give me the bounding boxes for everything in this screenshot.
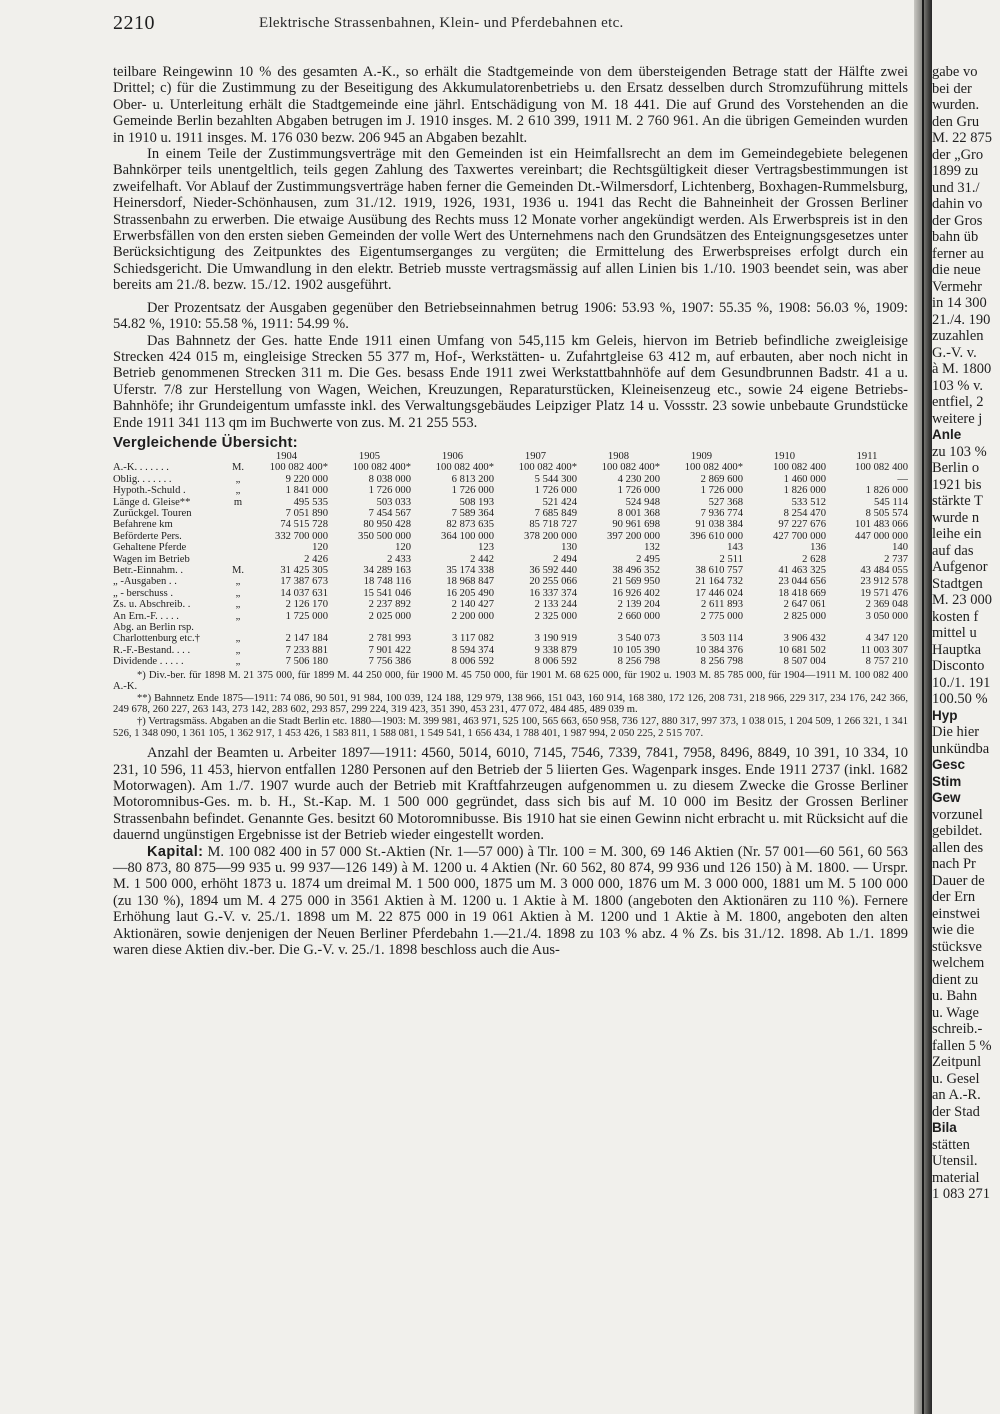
row-unit: m [233,496,243,508]
adjacent-page-line: Gew [932,790,961,805]
footnote-dividend: *) Div.-ber. für 1898 M. 21 375 000, für 1899 M. 44 250 000, für 1900 M. 45 750 000, für 1901 M. 68 625 000, für 1902 u. 1903 M. 85 785 000, für 1904—1911 M. 100 082 400 A.-K. [113,669,908,693]
table-cell: 8 507 004 [783,656,826,668]
table-row [113,531,908,542]
row-label: „ - berschuss . [113,587,174,599]
table-cell: 34 289 163 [363,565,411,576]
table-cell: 16 205 490 [446,587,494,599]
adjacent-page-line: stärkte T [932,493,983,509]
adjacent-page-line: der Ern [932,889,976,905]
row-label: R.-F.-Bestand. . . . [113,644,191,656]
adjacent-page-line: Gesc [932,757,966,772]
table-cell: 91 038 384 [695,519,743,531]
table-cell: 10 681 502 [778,644,826,656]
table-cell: 36 592 440 [529,565,577,576]
table-row [113,497,908,508]
row-unit: „ [235,633,241,645]
adjacent-page-line: 10./1. 191 [932,674,991,691]
table-cell: 2 147 184 [285,633,328,645]
table-cell: 2 781 993 [368,633,411,645]
row-label: Betr.-Einnahm. . [113,565,184,576]
table-row [113,508,908,519]
adjacent-page-line: Die hier [932,724,980,740]
table-cell: 11 003 307 [860,644,908,656]
table-row [113,576,908,587]
table-cell: 8 594 374 [451,644,494,656]
adjacent-page-line: M. 23 000 [932,592,993,608]
table-cell: 3 503 114 [701,633,743,645]
table-cell: 8 505 574 [865,507,908,519]
table-cell: 7 685 849 [534,507,577,519]
table-cell: 140 [892,542,908,554]
table-cell: 1 826 000 [865,485,908,497]
footnote-network: **) Bahnnetz Ende 1875—1911: 74 086, 90 501, 91 984, 100 039, 124 188, 129 979, 138 966, 151 043, 160 914, 168 380, 172 126, 208 731, 218 966, 229 317, 234 176, 242 366, 249 678, 260 227, 263 143, 273 142, 283 602, 293 857, 299 224, 319 423, 351 390, 453 231, 477 072, 484 485, 489 039 m. [113,692,908,716]
table-cell: 90 961 698 [612,519,660,531]
table-cell: 18 418 669 [778,587,826,599]
year-header: 1907 [524,450,547,462]
adjacent-page-line: Hauptka [932,641,982,658]
adjacent-page-line: u. Gesel [932,1070,980,1087]
adjacent-page-line: 1899 zu [932,163,979,179]
table-cell: 7 506 180 [285,656,328,668]
table-cell: 80 950 428 [363,519,411,531]
table-cell: 2 433 [387,553,411,565]
table-cell: 8 001 368 [617,507,660,519]
table-cell: 2 495 [636,553,660,565]
adjacent-page-line: schreib.- [932,1021,983,1037]
adjacent-page-line: Anle [932,427,962,442]
adjacent-page-line: 21./4. 190 [932,311,991,328]
row-label: Charlottenburg etc.† [113,633,200,645]
table-cell: 8 256 798 [617,656,660,668]
table-cell: 9 338 879 [534,644,577,656]
paragraph-staff: Anzahl der Beamten u. Arbeiter 1897—1911: 4560, 5014, 6010, 7145, 7546, 7339, 7841, 7958, 8496, 8849, 10 391, 10 334, 10 231, 10 596, 11 453, hiervon entfallen 1280 Personen auf den Betrieb der 5 liierten Ges. Wagenpark insges. Ende 1911 2737 (inkl. 1682 Motorwagen). Am 1./7. 1907 wurde auch der Betrieb mit Kraftfahrzeugen aufgenommen u. zu diesem Zwecke die Grosse Berliner Motoromnibus-Ges. m. b. H., St.-Kap. M. 1 500 000 gegründet, dass sich bis auf M. 10 000 im Besitz der Grossen Berliner Strassenbahn befindet. Genannte Ges. besitzt 60 Motoromnibusse. Bis 1910 hat sie einen Gewinn nicht erbracht u. mit Rücksicht auf die dauernd ungünstigen Ergebnisse ist der Betrieb wieder eingestellt worden. [113,745,908,844]
table-cell: 15 541 046 [363,587,411,599]
adjacent-page-line: in 14 300 [932,295,987,311]
adjacent-page-line: der „Gro [932,146,984,163]
adjacent-page-line: zuzahlen [932,328,984,344]
table-cell: 2 025 000 [368,610,411,622]
adjacent-page-line: Stadtgen [932,575,983,592]
table-cell: 8 256 798 [700,656,743,668]
adjacent-page-line: den Gru [932,113,980,130]
table-cell: 7 589 364 [451,507,494,519]
table-cell: 97 227 676 [778,519,826,531]
table-cell: 2 869 600 [700,473,743,485]
table-cell: 524 948 [625,496,660,508]
table-cell: 2 325 000 [534,610,577,622]
table-cell: 2 611 893 [701,599,743,611]
table-cell: 3 906 432 [783,633,826,645]
table-row [113,645,908,656]
table-cell: 8 038 000 [368,473,411,485]
paragraph-capital [113,844,908,959]
table-cell: 82 873 635 [446,519,494,531]
table-cell: 21 569 950 [612,576,660,588]
row-unit: „ [235,599,241,611]
adjacent-page-line: an A.-R. [932,1087,981,1103]
paragraph-network: Das Bahnnetz der Ges. hatte Ende 1911 einen Umfang von 545,115 km Geleis, hiervon im Betrieb befindliche zweigleisige Strecken 424 015 m, eingleisige Strecken 55 377 m, Hof-, Werkstätten- u. Zufahrtgleise 63 412 m, auf erbauten, aber noch nicht in Betrieb genommenen Strecken 311 m. Die Ges. besass Ende 1911 zwei Werkstattbahnhöfe auf dem Gesundbrunnen Badstr. 41 a u. Uferstr. 7/8 zur Herstellung von Wagen, Weichen, Kreuzungen, Reparaturstücken, Kleineisenzeug etc., sowie 24 eigene Betriebs-Bahnhöfe; ihr Grundeigentum umfasste inkl. des Verwaltungsgebäudes Leipziger Platz 14 u. Vossstr. 23 sowie unbebaute Grundstücke Ende 1911 341 113 qm im Buchwerte von zus. M. 21 255 553. [113,332,908,431]
row-unit [231,622,245,633]
adjacent-page-line: die neue [932,262,981,278]
adjacent-page-line: und 31./ [932,179,980,196]
table-cell [328,622,411,633]
row-label: Dividende . . . . . [113,656,184,668]
table-cell: 1 726 000 [534,485,577,497]
row-unit: „ [235,473,241,485]
table-cell: 16 926 402 [612,587,660,599]
adjacent-page-line: Disconto [932,658,985,674]
table-row [113,633,908,644]
table-cell: 4 230 200 [617,473,660,485]
adjacent-page-line: entfiel, 2 [932,394,984,410]
adjacent-page-line: gabe vo [932,64,978,80]
table-row [113,554,908,565]
table-cell: 7 936 774 [700,507,743,519]
adjacent-page-line: der Stad [932,1103,980,1120]
table-cell: 120 [312,542,328,554]
row-label: A.-K. . . . . . . [113,462,169,474]
table-cell: 397 200 000 [607,530,660,542]
comparison-table [113,451,908,668]
table-cell: 1 726 000 [451,485,494,497]
row-label: Beförderte Pers. [113,530,182,542]
table-cell: 100 082 400* [601,462,660,474]
row-unit: „ [235,656,241,668]
row-unit: M. [231,462,245,474]
table-row [113,462,908,473]
adjacent-page-line: kosten f [932,608,979,625]
table-row [113,474,908,485]
adjacent-page-line: 103 % v. [932,377,984,394]
table-header-row [113,451,908,462]
table-cell: 23 912 578 [860,576,908,588]
table-cell [826,622,908,633]
year-header: 1910 [773,450,796,462]
table-cell: — [897,473,908,485]
adjacent-page-line: vorzunel [932,806,983,823]
table-cell: 545 114 [873,496,908,508]
year-header: 1904 [275,450,298,462]
table-cell: 16 337 374 [529,587,577,599]
table-cell: 7 233 881 [285,644,328,656]
table-cell: 4 347 120 [865,633,908,645]
row-unit [231,531,245,542]
adjacent-page-line: dahin vo [932,196,983,212]
row-label: „ -Ausgaben . . [113,576,177,588]
table-cell: 85 718 727 [529,519,577,531]
table-cell: 503 033 [376,496,411,508]
row-unit: „ [235,610,241,622]
table-row [113,656,908,667]
table-row [113,588,908,599]
adjacent-page-line: 1 083 271 [932,1186,990,1202]
row-unit: „ [235,644,241,656]
table-cell: 495 535 [293,496,328,508]
table-cell: 3 117 082 [452,633,494,645]
row-label: Zurückgel. Touren [113,507,192,519]
row-unit: „ [235,485,241,497]
table-cell: 1 726 000 [368,485,411,497]
row-unit: M. [231,565,245,576]
table-cell: 6 813 200 [451,473,494,485]
table-cell: 2 660 000 [617,610,660,622]
year-header: 1908 [607,450,630,462]
table-cell: 17 387 673 [280,576,328,588]
paragraph-revenue-share: teilbare Reingewinn 10 % des gesamten A.-K., so erhält die Stadtgemeinde von dem übersteigenden Betrage statt der Hälfte zwei Drittel; c) für die Zustimmung zu der Beseitigung des Akkumulatorenbetriebs u. den Ersatz desselben durch Stromzuführung mittels Ober- u. Unterleitung erhält die Stadtgemeinde eine jährl. Entschädigung von M. 18 441. Die auf Grund des Vorstehenden an die Gemeinde Berlin bezahlten Abgaben betrugen im J. 1910 insges. M. 2 610 399, 1911 M. 2 760 961. An die übrigen Gemeinden wurden in 1910 u. 1911 insges. M. 176 030 bezw. 206 945 an Abgaben bezahlt. [113,64,908,146]
table-cell: 23 044 656 [778,576,826,588]
adjacent-page-line: bahn üb [932,229,979,245]
table-cell: 43 484 055 [860,565,908,576]
table-cell: 2 133 244 [534,599,577,611]
row-label: Länge d. Gleise** [113,496,191,508]
adjacent-page-column [932,64,1000,1203]
table-row [113,611,908,622]
table-cell: 8 254 470 [783,507,826,519]
row-unit [231,542,245,553]
adjacent-page-line: unkündba [932,740,990,757]
binding-line [922,0,924,1414]
year-header: 1911 [856,450,878,462]
table-row [113,485,908,496]
row-label: Gehaltene Pferde [113,542,187,554]
table-cell: 7 454 567 [368,507,411,519]
paragraph-expense-ratio: Der Prozentsatz der Ausgaben gegenüber den Betriebseinnahmen betrug 1906: 53.93 %, 1907: 55.35 %, 1908: 56.03 %, 1909: 54.82 %, 1910: 55.58 %, 1911: 54.99 %. [113,299,908,333]
adjacent-page-line: der Gros [932,212,983,229]
adjacent-page-line: Zeitpunl [932,1054,982,1070]
table-cell: 130 [561,542,577,554]
adjacent-page-line: Utensil. [932,1153,978,1169]
adjacent-page-line: gebildet. [932,823,983,839]
table-cell: 41 463 325 [778,565,826,576]
table-cell: 8 757 210 [865,656,908,668]
adjacent-page-line: 100.50 % [932,691,988,707]
table-cell: 2 237 892 [368,599,411,611]
adjacent-page-line: Bila [932,1120,957,1135]
table-cell: 1 725 000 [285,610,328,622]
adjacent-page-line: Stim [932,773,962,789]
adjacent-page-line: dient zu [932,971,979,988]
adjacent-page-line: mittel u [932,625,977,641]
table-row [113,542,908,553]
table-cell: 2 200 000 [451,610,494,622]
table-cell: 35 174 338 [446,565,494,576]
table-cell: 2 494 [553,553,577,565]
table-cell: 100 082 400 [855,462,908,474]
table-cell: 5 544 300 [534,473,577,485]
table-cell: 364 100 000 [441,530,494,542]
table-cell: 378 200 000 [524,530,577,542]
table-cell: 9 220 000 [285,473,328,485]
table-cell: 7 756 386 [368,656,411,668]
table-row [113,599,908,610]
table-cell: 120 [395,542,411,554]
adjacent-page-line: à M. 1800 [932,361,992,377]
table-cell: 100 082 400 [773,462,826,474]
adjacent-page-line: M. 22 875 [932,130,993,146]
table-cell: 8 006 592 [534,656,577,668]
adjacent-page-line: weitere j [932,410,983,427]
row-unit [231,554,245,565]
table-cell: 3 050 000 [865,610,908,622]
table-cell: 19 571 476 [860,587,908,599]
page-number: 2210 [113,12,155,34]
table-cell: 2 426 [304,553,328,565]
table-row [113,622,908,633]
year-header: 1909 [690,450,713,462]
row-label: Hypoth.-Schuld . [113,485,186,497]
table-cell: 447 000 000 [855,530,908,542]
row-label: Befahrene km [113,519,173,531]
table-cell: 100 082 400* [684,462,743,474]
adjacent-page-line: G.-V. v. [932,344,977,361]
row-unit [231,519,245,530]
table-cell: 20 255 066 [529,576,577,588]
year-header: 1906 [441,450,464,462]
adjacent-page-line: nach Pr [932,856,976,872]
table-cell: 2 737 [884,553,908,565]
table-row [113,519,908,530]
footnotes [113,670,908,740]
table-cell: 18 748 116 [363,576,411,588]
table-cell: 396 610 000 [690,530,743,542]
adjacent-page-line: wurde n [932,509,980,526]
adjacent-page-line: stätten [932,1136,970,1153]
table-cell: 2 825 000 [783,610,826,622]
adjacent-page-line: welchem [932,955,985,971]
table-cell: 143 [727,542,743,554]
table-cell: 332 700 000 [275,530,328,542]
row-label: Abg. an Berlin rsp. [113,622,194,634]
adjacent-page-line: ferner au [932,245,984,262]
table-cell: 101 483 066 [855,519,908,531]
row-unit: „ [235,576,241,588]
table-cell: 3 540 073 [617,633,660,645]
table-cell: 1 726 000 [700,485,743,497]
row-label: Zs. u. Abschreib. . [113,599,191,611]
adjacent-page-line: zu 103 % [932,443,987,460]
table-cell: 132 [644,542,660,554]
row-unit [231,508,245,519]
table-cell [577,622,660,633]
table-cell: 100 082 400* [352,462,411,474]
table-cell: 100 082 400* [518,462,577,474]
table-cell [245,622,328,633]
table-cell: 14 037 631 [280,587,328,599]
table-cell [411,622,494,633]
table-cell: 350 500 000 [358,530,411,542]
table-cell: 8 006 592 [451,656,494,668]
table-cell: 2 140 427 [451,599,494,611]
adjacent-page-line: einstwei [932,905,981,922]
table-cell: 74 515 728 [280,519,328,531]
page-header [113,12,913,42]
table-cell [743,622,826,633]
table-cell: 2 628 [802,553,826,565]
adjacent-page-line: fallen 5 % [932,1037,992,1054]
adjacent-page-line: Dauer de [932,872,985,889]
adjacent-page-line: leihe ein [932,526,982,542]
table-title: Vergleichende Übersicht: [113,433,298,451]
running-title: Elektrische Strassenbahnen, Klein- und Pferdebahnen etc. [259,15,624,31]
year-header: 1905 [358,450,381,462]
table-cell: 136 [810,542,826,554]
table-cell: 527 368 [708,496,743,508]
table-cell [660,622,743,633]
table-cell: 18 968 847 [446,576,494,588]
table-cell: 123 [478,542,494,554]
table-cell: 1 826 000 [783,485,826,497]
table-cell: 521 424 [542,496,577,508]
table-cell: 17 446 024 [695,587,743,599]
table-cell: 7 051 890 [285,507,328,519]
table-cell [494,622,577,633]
table-cell: 2 775 000 [700,610,743,622]
table-cell: 2 139 204 [617,599,660,611]
row-unit: „ [235,587,241,599]
table-cell: 427 700 000 [773,530,826,542]
row-label: An Ern.-F. . . . . [113,610,179,622]
capital-text: M. 100 082 400 in 57 000 St.-Aktien (Nr. 1—57 000) à Tlr. 100 = M. 300, 69 146 Aktien (Nr. 57 001—60 561, 60 563—80 873, 80 875—99 935 u. 99 937—126 149) à M. 1200 u. 4 Aktien (Nr. 60 562, 80 874, 99 936 und 126 150) à M. 1800. — Urspr. M. 1 500 000, erhöht 1873 u. 1874 um dreimal M. 1 500 000, 1875 um M. 3 000 000, 1876 um M. 3 000 000, 1881 um M. 5 100 000 (zu 130 %), 1894 um M. 4 275 000 in 3561 Aktien à M. 1200 u. 1 Aktie à M. 1800 (angeboten den Aktionären zu 110 %). Fernere Erhöhung laut G.-V. v. 25./1. 1898 um M. 22 875 000 in 19 061 Aktien à M. 1200 und 1 Aktie à M. 1800, angeboten den alten Aktionären, sowie denjenigen der Neuen Berliner Pferdebahn 1.—21./4. 1898 zu 103 % abz. 4 % Zs. bis 31./12. 1898. Ab 1./1. 1899 waren diese Aktien div.-ber. Die G.-V. v. 25./1. 1898 beschloss auch die Aus- [113,843,908,959]
adjacent-page-line: stücksve [932,938,982,955]
footnote-fees: †) Vertragsmäss. Abgaben an die Stadt Berlin etc. 1880—1903: M. 399 981, 463 971, 525 100, 565 663, 650 958, 736 127, 880 317, 997 373, 1 038 015, 1 204 509, 1 266 321, 1 341 526, 1 348 090, 1 361 105, 1 362 917, 1 453 426, 1 583 811, 1 588 081, 1 549 541, 1 656 434, 1 788 401, 1 987 994, 2 050 225, 2 515 707. [113,716,908,739]
adjacent-page-line: allen des [932,839,984,856]
adjacent-page-line: Vermehr [932,278,982,295]
adjacent-page-line: wie die [932,922,975,938]
adjacent-page-line: Aufgenor [932,559,988,575]
adjacent-page-line: Hyp [932,707,958,723]
table-cell: 10 384 376 [695,644,743,656]
table-cell: 10 105 390 [612,644,660,656]
adjacent-page-line: u. Bahn [932,988,978,1004]
adjacent-page-line: bei der [932,80,972,97]
table-cell: 2 442 [470,553,494,565]
adjacent-page-line: u. Wage [932,1004,979,1021]
table-cell: 1 841 000 [285,485,328,497]
table-cell: 31 425 305 [280,565,328,576]
table-row [113,565,908,576]
table-cell: 100 082 400* [435,462,494,474]
main-column [113,64,908,959]
table-cell: 2 511 [719,553,743,565]
adjacent-page-line: wurden. [932,97,980,113]
table-cell: 2 126 170 [285,599,328,611]
adjacent-page-line: auf das [932,542,974,559]
table-cell: 3 190 919 [534,633,577,645]
table-cell: 2 647 061 [783,599,826,611]
adjacent-page-line: 1921 bis [932,476,982,493]
adjacent-page-line: Berlin o [932,460,980,476]
table-cell: 1 726 000 [617,485,660,497]
adjacent-page-line: material [932,1169,980,1186]
table-cell: 2 369 048 [865,599,908,611]
table-cell: 38 610 757 [695,565,743,576]
row-label: Wagen im Betrieb [113,553,190,565]
capital-label: Kapital: [147,843,204,860]
table-cell: 533 512 [791,496,826,508]
table-cell: 21 164 732 [695,576,743,588]
table-cell: 38 496 352 [612,565,660,576]
paragraph-reversion-rights: In einem Teile der Zustimmungsverträge mit den Gemeinden ist ein Heimfallsrecht an dem im Gemeindegebiete belegenen Bahnkörper teils unentgeltlich, teils gegen Zahlung des Taxwertes vereinbart; die Rechtsgültigkeit dieser Vertragsbestimmungen ist zweifelhaft. Vor Ablauf der Zustimmungsverträge haben ferner die Gemeinden Dt.-Wilmersdorf, Lichtenberg, Boxhagen-Rummelsburg, Heinersdorf, Nieder-Schönhausen, zum 31./12. 1919, 1926, 1931, 1936 u. 1941 das Recht die Bahneinheit der Grossen Berliner Strassenbahn zu erwerben. Die etwaige Ausübung des Rechts muss 12 Monate vorher angekündigt werden. Als Erwerbspreis ist in den Erwerbsfällen von den ersten sieben Gemeinden der volle Wert des Unternehmens nach den Grundsätzen des Enteignungsgesetzes unter Berücksichtigung des Zeitpunktes des Eigentumserganges zu vergüten; die Ermittelung des Erwerbspreises erfolgt durch ein Schiedsgericht. Die Umwandlung in den elektr. Betrieb musste vertragsmässig auf allen Linien bis 1./10. 1903 beendet sein, was aber bereits am 21./8. bezw. 15./12. 1902 ausgeführt. [113,146,908,294]
table-cell: 508 193 [459,496,494,508]
row-label: Oblig. . . . . . . [113,473,172,485]
table-cell: 7 901 422 [368,644,411,656]
table-cell: 100 082 400* [269,462,328,474]
table-cell: 1 460 000 [783,473,826,485]
